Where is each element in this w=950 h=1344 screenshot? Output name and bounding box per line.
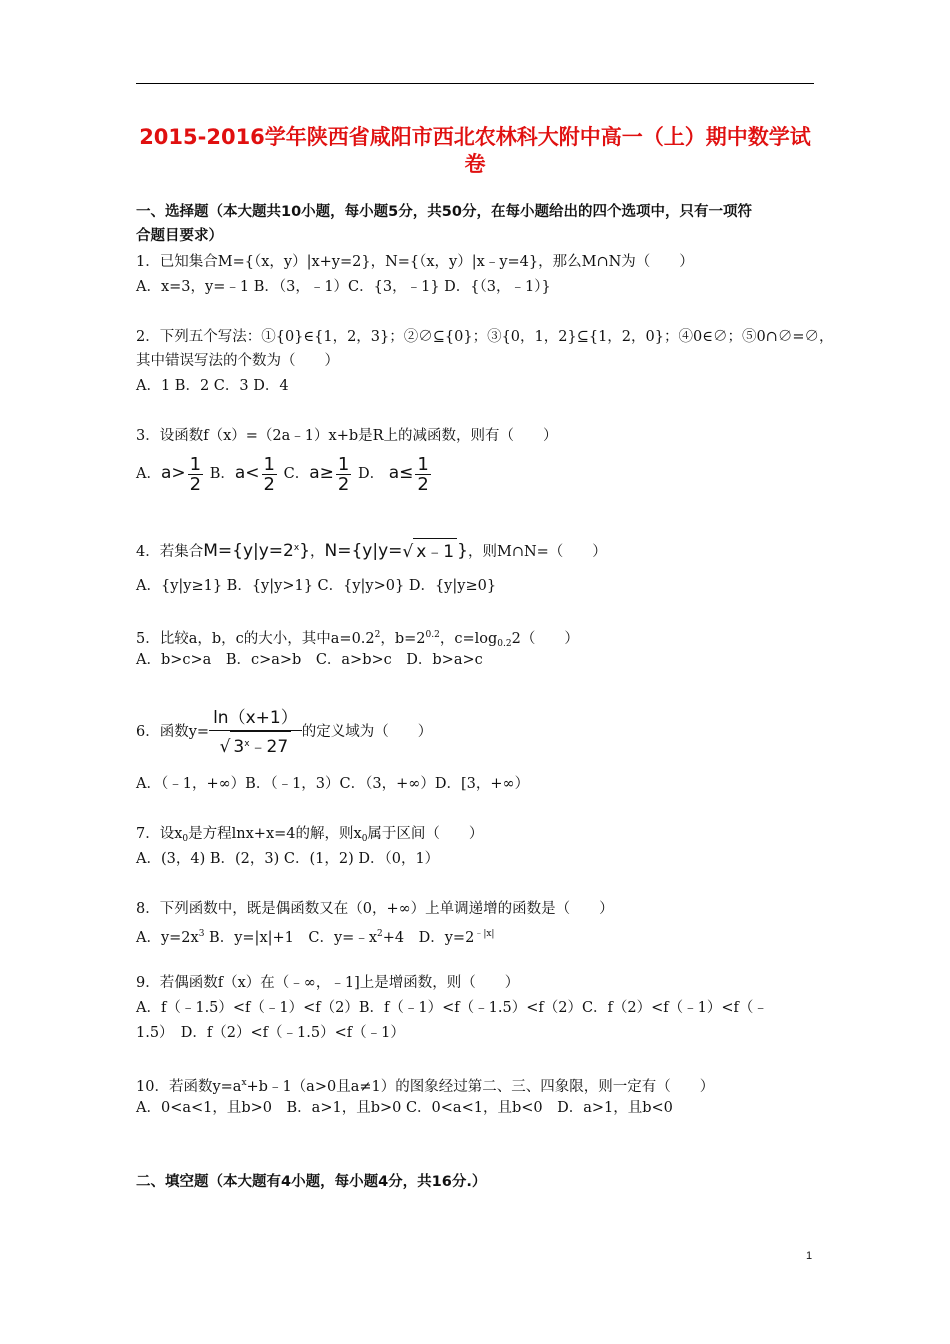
option-d-label: D． [357, 466, 385, 482]
set-n: N={y|y=√ x﹣1 } [325, 541, 468, 561]
option-d-var: a [388, 463, 400, 483]
question-5-options: A．b>c>a B．c>a>b C．a>b>c D．b>a>c [136, 652, 483, 668]
question-4-tail: ，则M∩N=（ ） [467, 544, 607, 560]
option-d-fraction: $\frac{1}{2}$ [417, 453, 429, 495]
question-2-options: A．1 B．2 C．3 D．4 [136, 378, 289, 394]
question-9-options-line-1: A．f（﹣1.5）<f（﹣1）<f（2）B．f（﹣1）<f（﹣1.5）<f（2）C．f（2）<f（﹣1）<f（﹣ [136, 1000, 768, 1016]
question-6-label: 6．函数y= [136, 724, 210, 740]
option-a-relation: > [171, 463, 186, 483]
question-7-options: A．(3，4) B．(2，3) C．(1，2) D．（0，1） [136, 851, 440, 867]
question-10-options: A．0<a<1，且b>0 B．a>1，且b>0 C．0<a<1，且b<0 D．a>1，且b<0 [136, 1100, 673, 1116]
section-1-heading-line-1: 一、选择题（本大题共10小题，每小题5分，共50分，在每小题给出的四个选项中，只有一项符 [136, 204, 752, 220]
option-a-label: A． [136, 466, 161, 482]
question-4-options: A．{y|y≥1} B．{y|y>1} C．{y|y>0} D．{y|y≥0} [136, 578, 497, 594]
question-6-options: A．（﹣1，+∞）B．（﹣1，3）C．（3，+∞）D．[3，+∞） [136, 776, 530, 792]
question-9-options-line-2: 1.5） D．f（2）<f（﹣1.5）<f（﹣1） [136, 1025, 405, 1041]
title-line-1: 2015-2016学年陕西省咸阳市西北农林科大附中高一（上）期中数学试 [139, 125, 811, 149]
option-a-var: a [160, 463, 172, 483]
sqrt-symbol: √ x﹣1 [402, 538, 457, 565]
section-1-heading-line-2: 合题目要求） [136, 228, 223, 244]
option-c-var: a [309, 463, 320, 483]
set-m: $M=\{y|y=2^x\}$ [203, 541, 311, 561]
option-c-label: C． [283, 466, 310, 482]
question-8-stem: 8．下列函数中，既是偶函数又在（0，+∞）上单调递增的函数是（ ） [136, 901, 614, 917]
question-8-options: A．$y=2x^3$ B．y=|x|+1 C．$y=﹣x^2+4$ D．$y=2^{﹣|x|}$ [136, 929, 495, 946]
page-number: 1 [806, 1250, 813, 1262]
question-2-stem-line-1: 2．下列五个写法：①{0}∈{1，2，3}；②∅⊆{0}；③{0，1，2}⊆{1，2，0}；④0∈∅；⑤0∩∅=∅， [136, 329, 834, 345]
question-5-stem: 5．比较a，b，c的大小，其中$a=0.2^2$，$b=2^{0.2}$，$c=\log_{0.2}2$（ ） [136, 630, 579, 649]
option-a-fraction: $\frac{1}{2}$ [189, 453, 202, 495]
option-c-relation: ≥ [319, 463, 334, 483]
option-d-relation: ≤ [399, 463, 414, 483]
option-c-fraction: $\frac{1}{2}$ [337, 453, 350, 495]
question-3-options [136, 453, 433, 494]
sqrt-symbol: √ 3$^x$﹣27 [220, 731, 292, 759]
option-b-relation: < [245, 463, 260, 483]
question-9-stem: 9．若偶函数f（x）在（﹣∞，﹣1]上是增函数，则（ ） [136, 975, 520, 991]
document-title [136, 124, 814, 178]
question-6-stem [136, 704, 432, 760]
title-line-2: 卷 [464, 152, 486, 176]
question-3-stem: 3．设函数f（x）=（2a﹣1）x+b是R上的减函数，则有（ ） [136, 428, 558, 444]
question-1-stem: 1．已知集合M={（x，y）|x+y=2}，N={（x，y）|x﹣y=4}，那么M∩N为（ ） [136, 254, 694, 270]
question-6-tail: 的定义域为（ ） [301, 724, 433, 740]
question-2-stem-line-2: 其中错误写法的个数为（ ） [136, 353, 339, 369]
question-10-stem: 10．若函数$y=a^x+b﹣1(a>0$且a≠1）的图象经过第二、三、四象限，则一定有（ ） [136, 1078, 715, 1095]
question-4-label: 4．若集合 [136, 544, 204, 560]
header-rule [136, 83, 814, 84]
question-1-options: A．x=3，y=﹣1 B．（3，﹣1）C．{3，﹣1} D．{（3，﹣1）} [136, 279, 551, 295]
question-7-stem: 7．设$x_0$是方程lnx+x=4的解，则$x_0$属于区间（ ） [136, 826, 484, 844]
option-b-var: a [234, 463, 246, 483]
option-b-label: B． [209, 466, 235, 482]
option-b-fraction: $\frac{1}{2}$ [263, 453, 275, 495]
section-1-heading [136, 200, 816, 248]
domain-fraction: $\frac{\ln(x+1)}{√ 3^x﹣27}$ [209, 706, 302, 759]
section-2-heading: 二、填空题（本大题有4小题，每小题4分，共16分.） [136, 1174, 487, 1190]
question-4-stem: 4．若集合$M=\{y|y=2^x\}$，N={y|y=√ x﹣1 }，则M∩N=（ ） [136, 535, 607, 565]
